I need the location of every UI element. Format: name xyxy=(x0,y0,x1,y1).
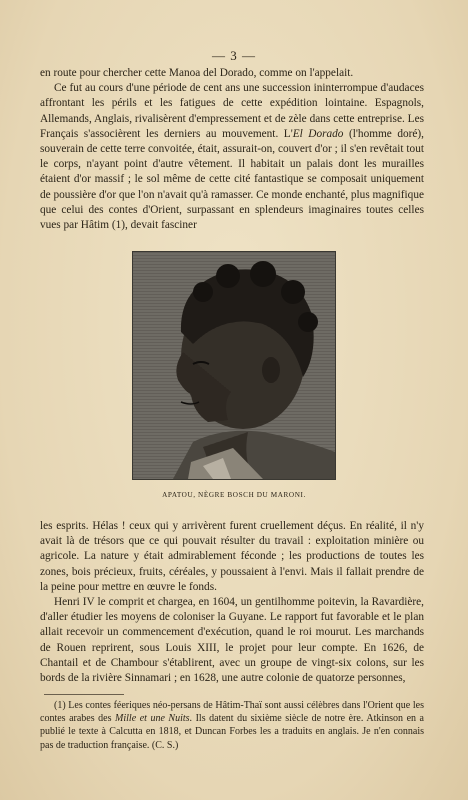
text-block-top xyxy=(40,66,424,233)
footnote-rule xyxy=(44,694,124,695)
portrait-engraving xyxy=(132,251,336,480)
paragraph: les esprits. Hélas ! ceux qui y arrivèrent furent cruellement déçus. En réalité, il n'y avait là de trésors que ce qui pouvait résulter du travail : exploitation minière ou agricole. La nature y était admirablement féconde ; les productions de toutes les zones, bois précieux, fruits, céréales, y poussaient à l'envi. Mais il fallait prendre de la peine pour mettre en œuvre le fonds. xyxy=(40,520,424,593)
paragraph: en route pour chercher cette Manoa del Dorado, comme on l'appelait. xyxy=(40,67,354,79)
portrait-illustration xyxy=(133,252,335,479)
text-block-bottom xyxy=(40,519,424,686)
figure-caption: APATOU, NÈGRE BOSCH DU MARONI. xyxy=(162,491,306,499)
paragraph: Ce fut au cours d'une période de cent ans une succession ininterrompue d'audaces affrontant les périls et les fatigues de cette expédition lointaine. Espagnols, Allemands, Anglais, rivalisèrent d'empressement et de zèle dans cette entreprise. Les Français s'associèrent les derniers au mouvement. L'El Dorado (l'homme doré), souverain de cette terre convoitée, était, assurait-on, couvert d'or ; il s'en revêtait tout le corps, n'ayant point d'autre vêtement. Il habitait un palais dont les murailles étaient d'or massif ; le sol même de cette cité fantastique se composait uniquement de poussière d'or que l'on n'avait qu'à ramasser. Ce monde enchanté, plus magnifique que celui des contes d'Orient, surpassant en splendeurs imaginaires toutes celles vues par Hâtim (1), devait fasciner xyxy=(40,82,424,232)
paragraph: Henri IV le comprit et chargea, en 1604, un gentilhomme poitevin, la Ravardière, d'aller étudier les moyens de coloniser la Guyane. Le rapport fut favorable et le plan allait recevoir un commencement d'exécution, quand le roi mourut. Les marchands de Rouen reprirent, sous Louis XIII, le projet pour leur compte. En 1626, de Chantail et de Chambour s'établirent, avec un groupe de vingt-six colons, sur les bords de la rivière Sinnamari ; en 1628, une autre colonie de quatorze personnes, xyxy=(40,596,424,685)
footnote: (1) Les contes féeriques néo-persans de Hâtim-Thaï sont aussi célèbres dans l'Orient que les contes arabes des Mille et une Nuits. Ils datent du sixième siècle de notre ère. Atkinson en a publié le texte à Calcutta en 1818, et Duncan Forbes les a traduits en anglais. Je n'en connais pas de traduction française. (C. S.) xyxy=(40,700,424,751)
page-number: — 3 — xyxy=(212,48,256,63)
